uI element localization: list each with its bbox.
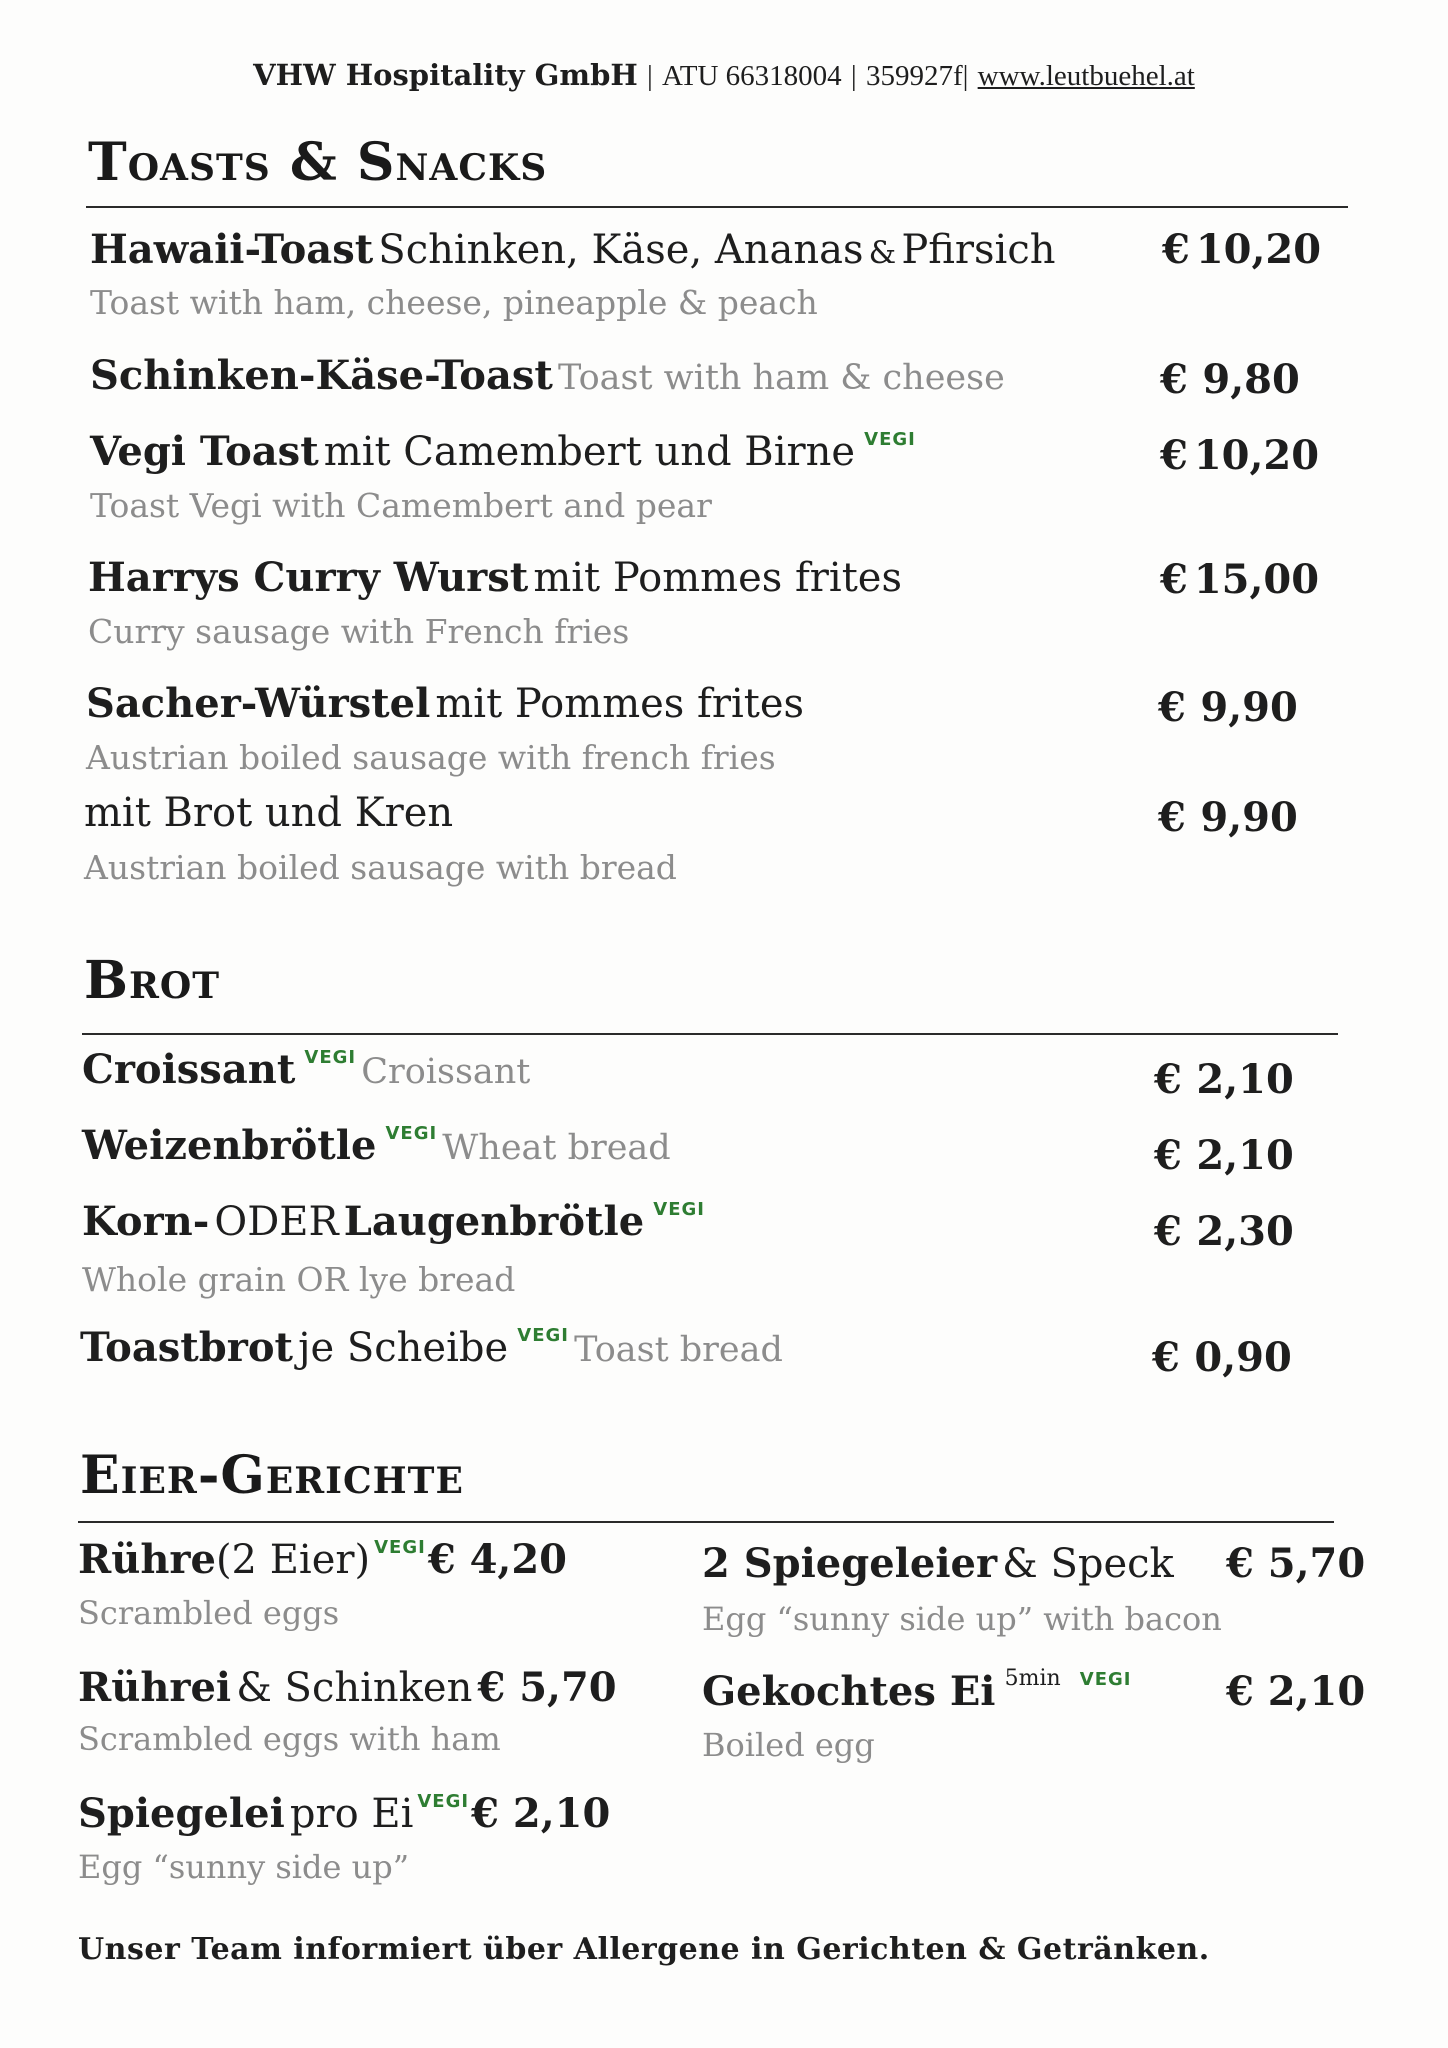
price-value: 5,70 (519, 1664, 617, 1711)
currency-symbol: € (1160, 556, 1188, 603)
item-english-description: Whole grain OR lye bread (82, 1260, 516, 1299)
item-english-description: Toast with ham, cheese, pineapple & peach (90, 283, 818, 322)
allergen-notice: Unser Team informiert über Allergene in Gerichten & Getränken. (78, 1932, 1210, 1967)
item-detail: (2 Eier) (215, 1537, 371, 1583)
vegi-badge: VEGI (304, 1047, 357, 1068)
item-name: Toastbrot (80, 1324, 293, 1371)
item-name: Laugenbrötle (343, 1198, 645, 1245)
menu-item-name (78, 1790, 610, 1837)
price-value: 10,20 (1195, 226, 1322, 273)
item-detail: je Scheibe (298, 1325, 509, 1371)
currency-symbol: € (1162, 226, 1190, 273)
price-value: 9,80 (1202, 356, 1300, 403)
currency-symbol: € (471, 1790, 499, 1837)
price-value: 2,10 (512, 1790, 611, 1837)
price-value: 4,20 (469, 1536, 568, 1583)
item-name: Gekochtes Ei (702, 1668, 996, 1715)
vegi-badge: VEGI (374, 1537, 426, 1558)
price-value: 2,10 (1196, 1056, 1294, 1103)
header-separator: | (647, 60, 653, 92)
menu-header (0, 58, 1448, 93)
currency-symbol: € (1152, 1334, 1180, 1381)
item-price (1162, 226, 1321, 273)
item-price (477, 1664, 616, 1711)
currency-symbol: € (1160, 432, 1188, 479)
menu-item-name (702, 1540, 1174, 1587)
item-name: Spiegelei (78, 1790, 285, 1837)
item-name: Sacher-Würstel (86, 680, 431, 727)
section-title-brot: Brot (84, 950, 221, 1011)
item-detail: & Speck (1002, 1541, 1174, 1587)
item-detail: mit Brot und Kren (84, 790, 454, 836)
currency-symbol: € (1154, 1132, 1182, 1179)
menu-item-name (702, 1666, 1131, 1715)
menu-item-name (78, 1664, 617, 1711)
company-name: VHW Hospitality GmbH (253, 58, 638, 92)
currency-symbol: € (1154, 1208, 1182, 1255)
section-title-toasts: Toasts & Snacks (88, 132, 548, 193)
menu-item-name (82, 1046, 530, 1093)
price-value: 2,10 (1267, 1668, 1366, 1715)
item-english-description: Scrambled eggs with ham (78, 1720, 501, 1758)
item-price (1160, 556, 1319, 603)
menu-item-name (82, 1122, 671, 1169)
item-name: Hawaii-Toast (90, 226, 374, 273)
item-price (1160, 432, 1319, 479)
price-value: 2,30 (1196, 1208, 1294, 1255)
price-value: 5,70 (1267, 1540, 1366, 1587)
currency-symbol: € (477, 1664, 506, 1711)
item-name: 2 Spiegeleier (702, 1540, 998, 1587)
menu-item-name (80, 1324, 783, 1371)
item-price (1158, 794, 1298, 841)
menu-item-name (86, 680, 804, 727)
item-price (1160, 356, 1300, 403)
item-english-description: Egg “sunny side up” with bacon (702, 1600, 1222, 1638)
item-english-description: Croissant (361, 1052, 531, 1092)
item-detail: Schinken, Käse, Ananas (378, 227, 864, 273)
vegi-badge: VEGI (517, 1325, 569, 1346)
cooking-time-note: 5min (1004, 1666, 1061, 1691)
menu-item-name (90, 428, 916, 475)
price-value: 15,00 (1193, 556, 1320, 603)
item-detail: ODER (214, 1199, 339, 1245)
item-name: Korn- (82, 1198, 210, 1245)
item-detail: pro Ei (289, 1791, 414, 1837)
item-name: Vegi Toast (90, 428, 319, 475)
section-title-eier: Eier-Gerichte (80, 1445, 464, 1506)
section-divider (78, 1521, 1334, 1523)
price-value: 9,90 (1200, 794, 1298, 841)
menu-item-name (88, 554, 902, 601)
atu-number: ATU 66318004 (662, 60, 842, 92)
item-english-description: Egg “sunny side up” (78, 1848, 410, 1886)
menu-item-name (84, 790, 453, 836)
item-english-description: Austrian boiled sausage with french fries (86, 738, 776, 777)
item-price (1158, 684, 1298, 731)
item-detail: mit Camembert und Birne (323, 429, 856, 475)
ampersand: & (868, 235, 897, 271)
menu-item-name (90, 226, 1056, 273)
item-english-description: Boiled egg (702, 1726, 875, 1764)
item-price (1152, 1334, 1292, 1381)
currency-symbol: € (1226, 1668, 1254, 1715)
website-link[interactable]: www.leutbuehel.at (977, 60, 1195, 92)
vegi-badge: VEGI (417, 1791, 470, 1812)
price-value: 9,90 (1200, 684, 1298, 731)
price-value: 0,90 (1194, 1334, 1292, 1381)
item-name: Rühre (78, 1536, 216, 1583)
currency-symbol: € (1158, 684, 1186, 731)
item-english-description: Toast with ham & cheese (557, 358, 1005, 398)
item-name: Rührei (78, 1664, 232, 1711)
vegi-badge: VEGI (1079, 1669, 1132, 1690)
currency-symbol: € (1154, 1056, 1182, 1103)
item-name: Croissant (82, 1046, 296, 1093)
item-detail: mit Pommes frites (435, 681, 805, 727)
item-detail: Pfirsich (901, 227, 1056, 273)
vegi-badge: VEGI (385, 1123, 438, 1144)
menu-item-name (90, 352, 1005, 399)
section-divider (82, 1033, 1338, 1035)
section-divider (86, 206, 1348, 208)
menu-item-name (82, 1198, 705, 1245)
price-value: 2,10 (1196, 1132, 1294, 1179)
item-english-description: Toast bread (574, 1330, 783, 1370)
register-number: 359927f (865, 60, 963, 92)
currency-symbol: € (1226, 1540, 1254, 1587)
currency-symbol: € (1160, 356, 1188, 403)
item-name: Weizenbrötle (82, 1122, 377, 1169)
item-english-description: Scrambled eggs (78, 1594, 340, 1632)
vegi-badge: VEGI (864, 429, 916, 450)
price-value: 10,20 (1193, 432, 1320, 479)
item-price (1154, 1056, 1294, 1103)
item-price (1226, 1540, 1365, 1587)
item-price (428, 1536, 567, 1583)
item-english-description: Austrian boiled sausage with bread (84, 848, 677, 887)
item-price (1154, 1132, 1294, 1179)
currency-symbol: € (1158, 794, 1186, 841)
item-english-description: Wheat bread (442, 1128, 671, 1168)
item-price (1226, 1668, 1365, 1715)
item-english-description: Toast Vegi with Camembert and pear (90, 486, 712, 525)
item-english-description: Curry sausage with French fries (88, 612, 630, 651)
vegi-badge: VEGI (653, 1199, 705, 1220)
menu-item-name (78, 1536, 567, 1583)
item-detail: & Schinken (236, 1665, 473, 1711)
item-price (471, 1790, 610, 1837)
item-name: Schinken-Käse-Toast (90, 352, 553, 399)
header-separator: | (850, 60, 857, 92)
header-separator: | (962, 60, 969, 92)
item-detail: mit Pommes frites (533, 555, 902, 601)
currency-symbol: € (427, 1536, 456, 1583)
item-price (1154, 1208, 1294, 1255)
item-name: Harrys Curry Wurst (88, 554, 529, 601)
